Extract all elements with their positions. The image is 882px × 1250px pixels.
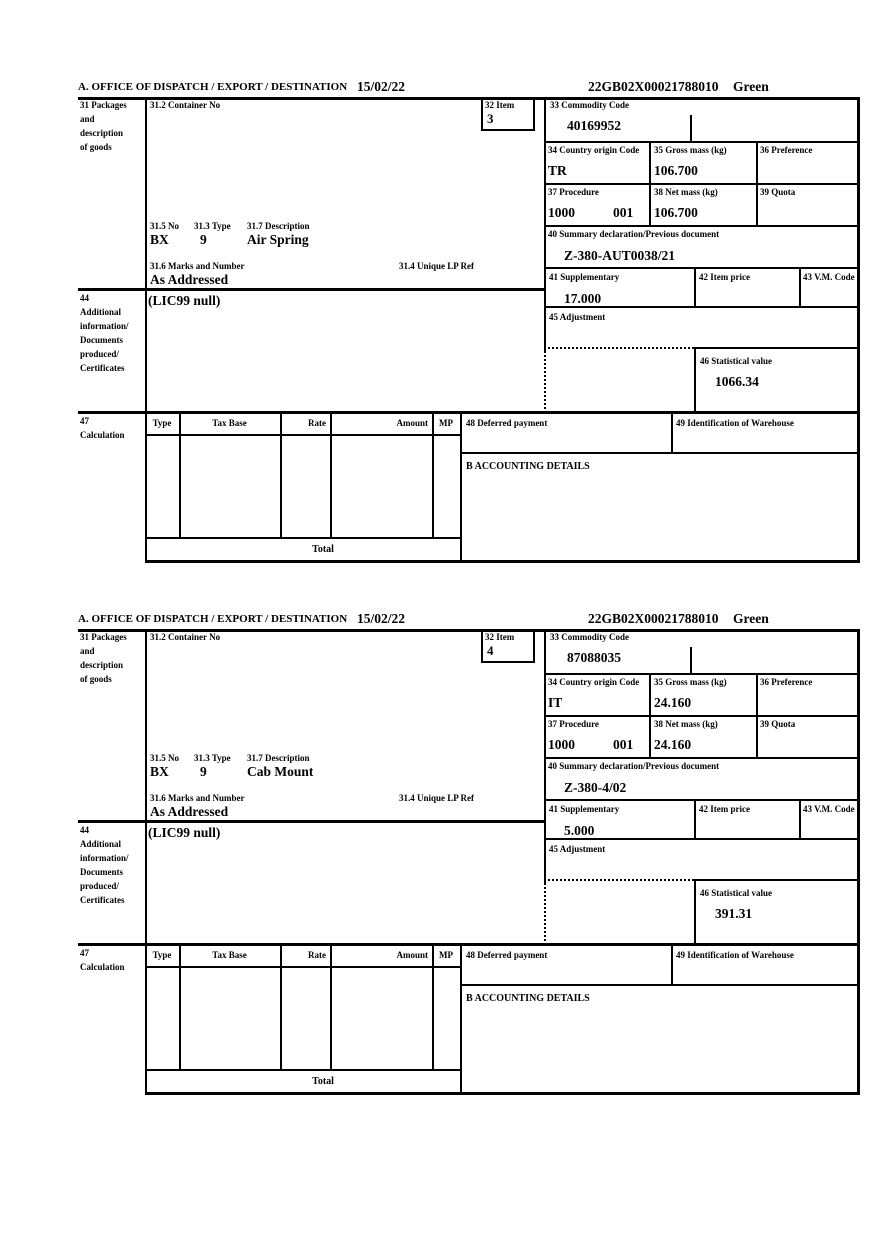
box44-label: Additional	[80, 839, 122, 849]
summary-declaration: Z-380-4/02	[564, 780, 627, 795]
col-header-rate: Rate	[308, 418, 326, 428]
col-header-rate: Rate	[308, 950, 326, 960]
box44-label: Certificates	[80, 363, 125, 373]
box44-label: 44	[80, 293, 89, 303]
package-type: 9	[200, 232, 207, 247]
grid-line	[544, 183, 860, 185]
declaration-item-panel	[0, 612, 882, 1112]
deferred-payment-label: 48 Deferred payment	[466, 950, 548, 960]
grid-line	[671, 943, 673, 986]
box44-label: information/	[80, 321, 129, 331]
procedure-code: 1000	[548, 737, 575, 752]
unique-lp-ref-label: 31.4 Unique LP Ref	[399, 793, 475, 803]
grid-line	[857, 629, 860, 1095]
grid-line	[694, 879, 696, 945]
col-header-type: Type	[152, 950, 172, 960]
marks-value: As Addressed	[150, 804, 229, 819]
grid-line	[280, 411, 282, 539]
supplementary-units: 17.000	[564, 291, 602, 306]
box44-label: Documents	[80, 867, 123, 877]
grid-line	[544, 757, 860, 759]
container-no-label: 31.2 Container No	[150, 632, 221, 642]
grid-line	[799, 267, 801, 306]
statistical-value-label: 46 Statistical value	[700, 356, 772, 366]
container-no-label: 31.2 Container No	[150, 100, 221, 110]
box31-label: description	[80, 128, 124, 138]
dotted-line	[544, 879, 694, 881]
routing-status: Green	[733, 79, 769, 94]
box44-label: Additional	[80, 307, 122, 317]
grid-line	[145, 434, 462, 436]
col-header-type: Type	[152, 418, 172, 428]
box47-label: Calculation	[80, 962, 125, 972]
grid-line	[78, 288, 546, 291]
package-no: BX	[150, 764, 169, 779]
grid-line	[694, 879, 860, 881]
preference-label: 36 Preference	[760, 677, 813, 687]
summary-declaration-label: 40 Summary declaration/Previous document	[548, 761, 720, 771]
grid-line	[544, 673, 860, 675]
grid-line	[649, 673, 651, 757]
grid-line	[460, 452, 860, 454]
vm-code-label: 43 V.M. Code	[803, 272, 855, 282]
grid-line	[432, 411, 434, 539]
grid-line	[694, 267, 696, 306]
additional-information: (LIC99 null)	[148, 825, 221, 840]
dotted-line	[544, 879, 546, 945]
grid-line	[179, 943, 181, 1071]
office-of-dispatch-label: A. OFFICE OF DISPATCH / EXPORT / DESTINATION	[78, 613, 348, 625]
country-origin-label: 34 Country origin Code	[548, 677, 640, 687]
grid-line	[460, 984, 860, 986]
warehouse-id-label: 49 Identification of Warehouse	[676, 418, 794, 428]
goods-description: Cab Mount	[247, 764, 314, 779]
box44-label: Certificates	[80, 895, 125, 905]
movement-reference-number: 22GB02X00021788010	[588, 79, 719, 94]
box31-label: description	[80, 660, 124, 670]
grid-line	[280, 943, 282, 1071]
box31-label: of goods	[80, 142, 112, 152]
grid-line	[179, 411, 181, 539]
vm-code-label: 43 V.M. Code	[803, 804, 855, 814]
warehouse-id-label: 49 Identification of Warehouse	[676, 950, 794, 960]
box31-label: of goods	[80, 674, 112, 684]
country-origin-label: 34 Country origin Code	[548, 145, 640, 155]
country-origin-code: TR	[548, 163, 567, 178]
box31-label: 31 Packages	[80, 632, 127, 642]
grid-line	[544, 715, 860, 717]
country-origin-code: IT	[548, 695, 563, 710]
package-no-label: 31.5 No	[150, 753, 179, 763]
box47-label: 47	[80, 948, 89, 958]
grid-line	[756, 141, 758, 225]
col-header-amount: Amount	[396, 950, 428, 960]
gross-mass: 24.160	[654, 695, 692, 710]
routing-status: Green	[733, 611, 769, 626]
deferred-payment-label: 48 Deferred payment	[466, 418, 548, 428]
box44-label: information/	[80, 853, 129, 863]
description-label: 31.7 Description	[247, 221, 310, 231]
net-mass-label: 38 Net mass (kg)	[654, 719, 718, 729]
item-label: 32 Item	[485, 632, 515, 642]
package-type: 9	[200, 764, 207, 779]
gross-mass-label: 35 Gross mass (kg)	[654, 677, 727, 687]
grid-line	[694, 347, 860, 349]
commodity-code-separator	[690, 647, 692, 673]
box31-label: 31 Packages	[80, 100, 127, 110]
grid-line	[694, 799, 696, 838]
net-mass: 106.700	[654, 205, 698, 220]
declaration-item-panel	[0, 80, 882, 580]
grid-line	[671, 411, 673, 454]
commodity-code-separator	[690, 115, 692, 141]
grid-line	[544, 799, 860, 801]
procedure-code: 1000	[548, 205, 575, 220]
goods-description: Air Spring	[247, 232, 309, 247]
preference-label: 36 Preference	[760, 145, 813, 155]
summary-declaration-label: 40 Summary declaration/Previous document	[548, 229, 720, 239]
box44-label: produced/	[80, 349, 119, 359]
grid-line	[544, 97, 546, 351]
additional-information: (LIC99 null)	[148, 293, 221, 308]
movement-reference-number: 22GB02X00021788010	[588, 611, 719, 626]
dotted-line	[544, 347, 694, 349]
adjustment-label: 45 Adjustment	[549, 312, 606, 322]
grid-line	[145, 537, 462, 539]
grid-line	[330, 943, 332, 1071]
grid-line	[649, 141, 651, 225]
unique-lp-ref-label: 31.4 Unique LP Ref	[399, 261, 475, 271]
supplementary-label: 41 Supplementary	[549, 272, 620, 282]
package-no: BX	[150, 232, 169, 247]
marks-value: As Addressed	[150, 272, 229, 287]
col-header-mp: MP	[439, 418, 453, 428]
box44-label: Documents	[80, 335, 123, 345]
total-label: Total	[312, 544, 334, 555]
box31-label: and	[80, 114, 95, 124]
office-of-dispatch-label: A. OFFICE OF DISPATCH / EXPORT / DESTINATION	[78, 81, 348, 93]
description-label: 31.7 Description	[247, 753, 310, 763]
grid-line	[145, 97, 147, 563]
box47-label: 47	[80, 416, 89, 426]
accounting-details-label: B ACCOUNTING DETAILS	[466, 461, 590, 472]
box44-label: 44	[80, 825, 89, 835]
procedure-label: 37 Procedure	[548, 719, 599, 729]
grid-line	[78, 820, 546, 823]
gross-mass-label: 35 Gross mass (kg)	[654, 145, 727, 155]
grid-line	[145, 1092, 860, 1095]
supplementary-units: 5.000	[564, 823, 595, 838]
grid-line	[145, 1069, 462, 1071]
grid-line	[857, 97, 860, 563]
box31-label: and	[80, 646, 95, 656]
supplementary-label: 41 Supplementary	[549, 804, 620, 814]
quota-label: 39 Quota	[760, 719, 796, 729]
gross-mass: 106.700	[654, 163, 698, 178]
net-mass: 24.160	[654, 737, 692, 752]
box47-label: Calculation	[80, 430, 125, 440]
item-price-label: 42 Item price	[699, 804, 750, 814]
marks-label: 31.6 Marks and Number	[150, 793, 245, 803]
total-label: Total	[312, 1076, 334, 1087]
grid-line	[544, 267, 860, 269]
item-number: 3	[487, 111, 494, 126]
commodity-code: 87088035	[567, 650, 621, 665]
accounting-details-label: B ACCOUNTING DETAILS	[466, 993, 590, 1004]
quota-label: 39 Quota	[760, 187, 796, 197]
grid-line	[544, 225, 860, 227]
declaration-date: 15/02/22	[357, 611, 406, 626]
grid-line	[544, 629, 546, 883]
item-price-label: 42 Item price	[699, 272, 750, 282]
dotted-line	[544, 347, 546, 413]
col-header-tax-base: Tax Base	[212, 418, 247, 428]
procedure-label: 37 Procedure	[548, 187, 599, 197]
procedure-code-2: 001	[613, 205, 634, 220]
item-number: 4	[487, 643, 494, 658]
grid-line	[78, 411, 860, 414]
net-mass-label: 38 Net mass (kg)	[654, 187, 718, 197]
statistical-value: 1066.34	[715, 374, 759, 389]
col-header-amount: Amount	[396, 418, 428, 428]
grid-line	[544, 141, 860, 143]
package-no-label: 31.5 No	[150, 221, 179, 231]
col-header-tax-base: Tax Base	[212, 950, 247, 960]
grid-line	[330, 411, 332, 539]
col-header-mp: MP	[439, 950, 453, 960]
grid-line	[145, 629, 147, 1095]
package-type-label: 31.3 Type	[194, 753, 231, 763]
commodity-code: 40169952	[567, 118, 621, 133]
grid-line	[694, 347, 696, 413]
commodity-code-label: 33 Commodity Code	[550, 632, 629, 642]
adjustment-label: 45 Adjustment	[549, 844, 606, 854]
marks-label: 31.6 Marks and Number	[150, 261, 245, 271]
grid-line	[145, 560, 860, 563]
statistical-value: 391.31	[715, 906, 753, 921]
statistical-value-label: 46 Statistical value	[700, 888, 772, 898]
package-type-label: 31.3 Type	[194, 221, 231, 231]
item-label: 32 Item	[485, 100, 515, 110]
procedure-code-2: 001	[613, 737, 634, 752]
declaration-date: 15/02/22	[357, 79, 406, 94]
commodity-code-label: 33 Commodity Code	[550, 100, 629, 110]
grid-line	[756, 673, 758, 757]
box44-label: produced/	[80, 881, 119, 891]
grid-line	[432, 943, 434, 1071]
grid-line	[799, 799, 801, 838]
summary-declaration: Z-380-AUT0038/21	[564, 248, 675, 263]
grid-line	[145, 966, 462, 968]
grid-line	[78, 943, 860, 946]
